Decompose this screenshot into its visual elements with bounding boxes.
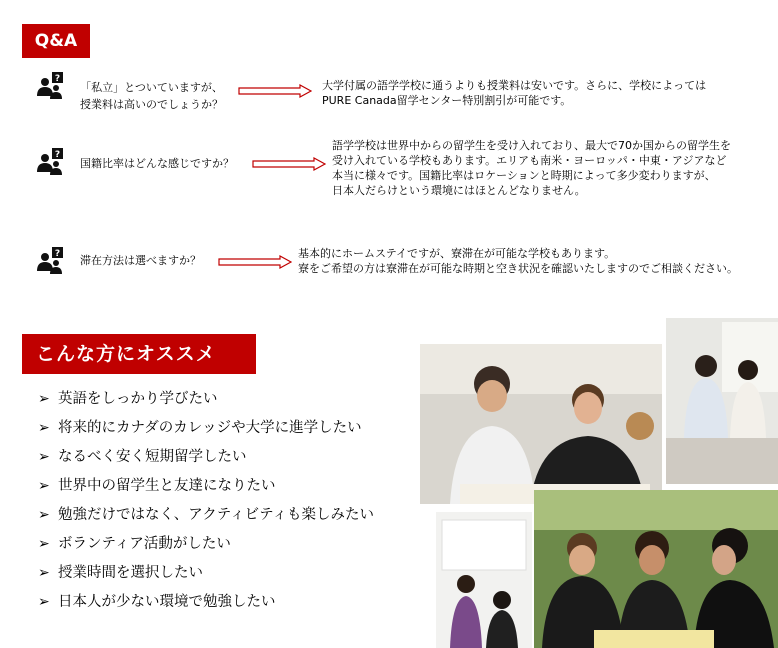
arrow-icon bbox=[238, 84, 312, 98]
person-question-icon bbox=[36, 148, 64, 176]
question-3: 滞在方法は選べますか？ bbox=[80, 254, 201, 267]
chevron-right-icon: ➢ bbox=[38, 478, 50, 494]
svg-text:?: ? bbox=[54, 74, 61, 84]
recommend-list bbox=[38, 385, 374, 617]
classroom-photo bbox=[666, 318, 778, 484]
list-item: ➢ 授業時間を選択したい bbox=[38, 559, 374, 588]
arrow-icon bbox=[252, 157, 326, 171]
answer-3: 基本的にホームステイですが、寮滞在が可能な学校もあります。 寮をご希望の方は寮滞在が可能な時期と空き状況を確認いたしますのでご相談ください。 bbox=[298, 247, 738, 275]
svg-text:?: ? bbox=[54, 249, 61, 259]
chevron-right-icon: ➢ bbox=[38, 391, 50, 407]
chevron-right-icon: ➢ bbox=[38, 594, 50, 610]
list-item: ➢ 勉強だけではなく、アクティビティも楽しみたい bbox=[38, 501, 374, 530]
recommend-heading: こんな方にオススメ bbox=[22, 334, 256, 374]
list-item: ➢ 将来的にカナダのカレッジや大学に進学したい bbox=[38, 414, 374, 443]
chevron-right-icon: ➢ bbox=[38, 507, 50, 523]
students-photo bbox=[420, 344, 662, 504]
svg-text:?: ? bbox=[54, 150, 61, 160]
arrow-icon bbox=[218, 255, 292, 269]
list-item: ➢ ボランティア活動がしたい bbox=[38, 530, 374, 559]
qa-heading: Q&A bbox=[22, 24, 90, 58]
chevron-right-icon: ➢ bbox=[38, 536, 50, 552]
answer-1: 大学付属の語学学校に通うよりも授業料は安いです。さらに、学校によっては PURE Canada留学センター特別割引が可能です。 bbox=[322, 79, 707, 107]
list-item: ➢ なるべく安く短期留学したい bbox=[38, 443, 374, 472]
person-question-icon bbox=[36, 247, 64, 275]
group-photo bbox=[534, 490, 778, 648]
question-2: 国籍比率はどんな感じですか？ bbox=[80, 157, 234, 170]
presentation-photo bbox=[436, 512, 532, 648]
question-1: 「私立」とついていますが、 授業料は高いのでしょうか？ bbox=[80, 81, 223, 111]
chevron-right-icon: ➢ bbox=[38, 420, 50, 436]
chevron-right-icon: ➢ bbox=[38, 565, 50, 581]
answer-2: 語学学校は世界中からの留学生を受け入れており、最大で70か国からの留学生を 受け入れている学校もあります。エリアも南米・ヨーロッパ・中東・アジアなど 本当に様々です。国籍比率はロケーションと時期によって多少変わりますが、 日本人だらけという環境にはほとんどなりません。 bbox=[332, 139, 731, 197]
person-question-icon bbox=[36, 72, 64, 100]
list-item: ➢ 世界中の留学生と友達になりたい bbox=[38, 472, 374, 501]
list-item: ➢ 英語をしっかり学びたい bbox=[38, 385, 374, 414]
list-item: ➢ 日本人が少ない環境で勉強したい bbox=[38, 588, 374, 617]
chevron-right-icon: ➢ bbox=[38, 449, 50, 465]
